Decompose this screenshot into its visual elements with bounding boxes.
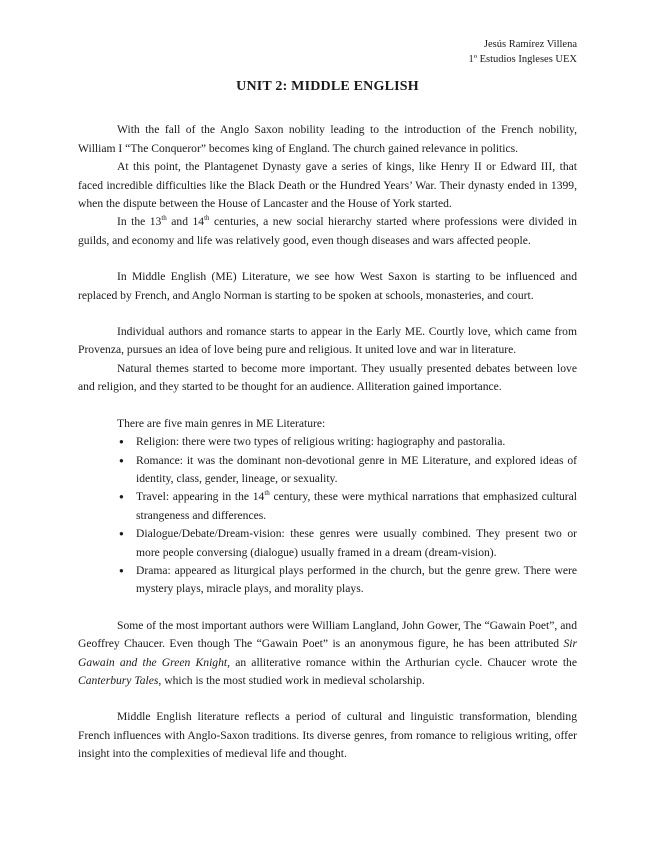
superscript: th xyxy=(161,214,167,223)
document-header xyxy=(78,38,577,67)
text-segment: Some of the most important authors were William Langland, John Gower, The “Gawain Poet”, and Geoffrey Chaucer. Even though The “Gawain Poet” is an anonymous figure, he has been attributed xyxy=(78,618,577,651)
superscript: th xyxy=(204,214,210,223)
text-segment: , which is the most studied work in medieval scholarship. xyxy=(158,673,425,687)
list-item: ● Drama: appeared as liturgical plays performed in the church, but the genre grew. There were mystery plays, miracle plays, and morality plays. xyxy=(136,562,577,599)
work-title: Canterbury Tales xyxy=(78,673,159,687)
page-title: UNIT 2: MIDDLE ENGLISH xyxy=(236,79,419,94)
paragraph-authors xyxy=(78,617,577,691)
genre-list xyxy=(78,433,577,599)
list-item: ● Dialogue/Debate/Dream-vision: these genres were usually combined. They present two or more people conversing (dialogue) usually framed in a dream (dream-vision). xyxy=(136,525,577,562)
work-title: Sir Gawain and the Green Knight xyxy=(78,637,577,669)
paragraph-plantagenet: At this point, the Plantagenet Dynasty gave a series of kings, like Henry II or Edward III, that faced incredible difficulties like the Black Death or the Hundred Years’ War. Their dynasty ended in 1399, when the dispute between the House of Lancaster and the House of York started. xyxy=(78,160,577,211)
paragraph-conclusion: Middle English literature reflects a period of cultural and linguistic transformation, blending French influences with Anglo-Saxon traditions. Its diverse genres, from romance to religious writing, offer insight into the complexities of medieval life and thought. xyxy=(78,710,577,761)
list-item: ● Romance: it was the dominant non-devotional genre in ME Literature, and explored ideas of identity, class, gender, lineage, or sexuality. xyxy=(136,452,577,489)
list-item: ● Religion: there were two types of religious writing: hagiography and pastoralia. xyxy=(136,433,577,451)
superscript: th xyxy=(264,489,270,498)
paragraph-me-literature: In Middle English (ME) Literature, we see how West Saxon is starting to be influenced and replaced by French, and Anglo Norman is starting to be spoken at schools, monasteries, and court. xyxy=(78,270,577,302)
text-segment: century, these were mythical narrations that emphasized cultural strangeness and differences. xyxy=(136,490,577,522)
text-segment: centuries, a new social hierarchy started where professions were divided in guilds, and economy and life was relatively good, even though diseases and wars affected people. xyxy=(78,215,577,247)
text-segment: and 14 xyxy=(166,215,205,229)
paragraph-courtly-love: Individual authors and romance starts to appear in the Early ME. Courtly love, which came from Provenza, pursues an idea of love being pure and religious. It united love and war in literature. xyxy=(78,325,577,357)
paragraph-gap xyxy=(78,690,577,708)
paragraph-gap xyxy=(78,397,577,415)
text-segment: Travel: appearing in the 14 xyxy=(136,490,265,504)
paragraph-genres-intro: There are five main genres in ME Literature: xyxy=(117,416,326,430)
paragraph-gap xyxy=(78,250,577,268)
course-name: 1º Estudios Ingleses UEX xyxy=(468,53,577,65)
text-segment: , an alliterative romance within the Arthurian cycle. Chaucer wrote the xyxy=(227,655,577,669)
paragraph-intro: With the fall of the Anglo Saxon nobility leading to the introduction of the French nobility, William I “The Conqueror” becomes king of England. The church gained relevance in politics. xyxy=(78,123,577,155)
paragraph-centuries xyxy=(78,213,577,250)
paragraph-gap xyxy=(78,599,577,617)
list-item xyxy=(136,488,577,525)
author-name: Jesús Ramírez Villena xyxy=(483,39,577,50)
text-segment: In the 13 xyxy=(117,215,162,229)
paragraph-gap xyxy=(78,305,577,323)
paragraph-natural-themes: Natural themes started to become more important. They usually presented debates between love and religion, and they started to be thought for an audience. Alliteration gained importance. xyxy=(78,361,577,394)
